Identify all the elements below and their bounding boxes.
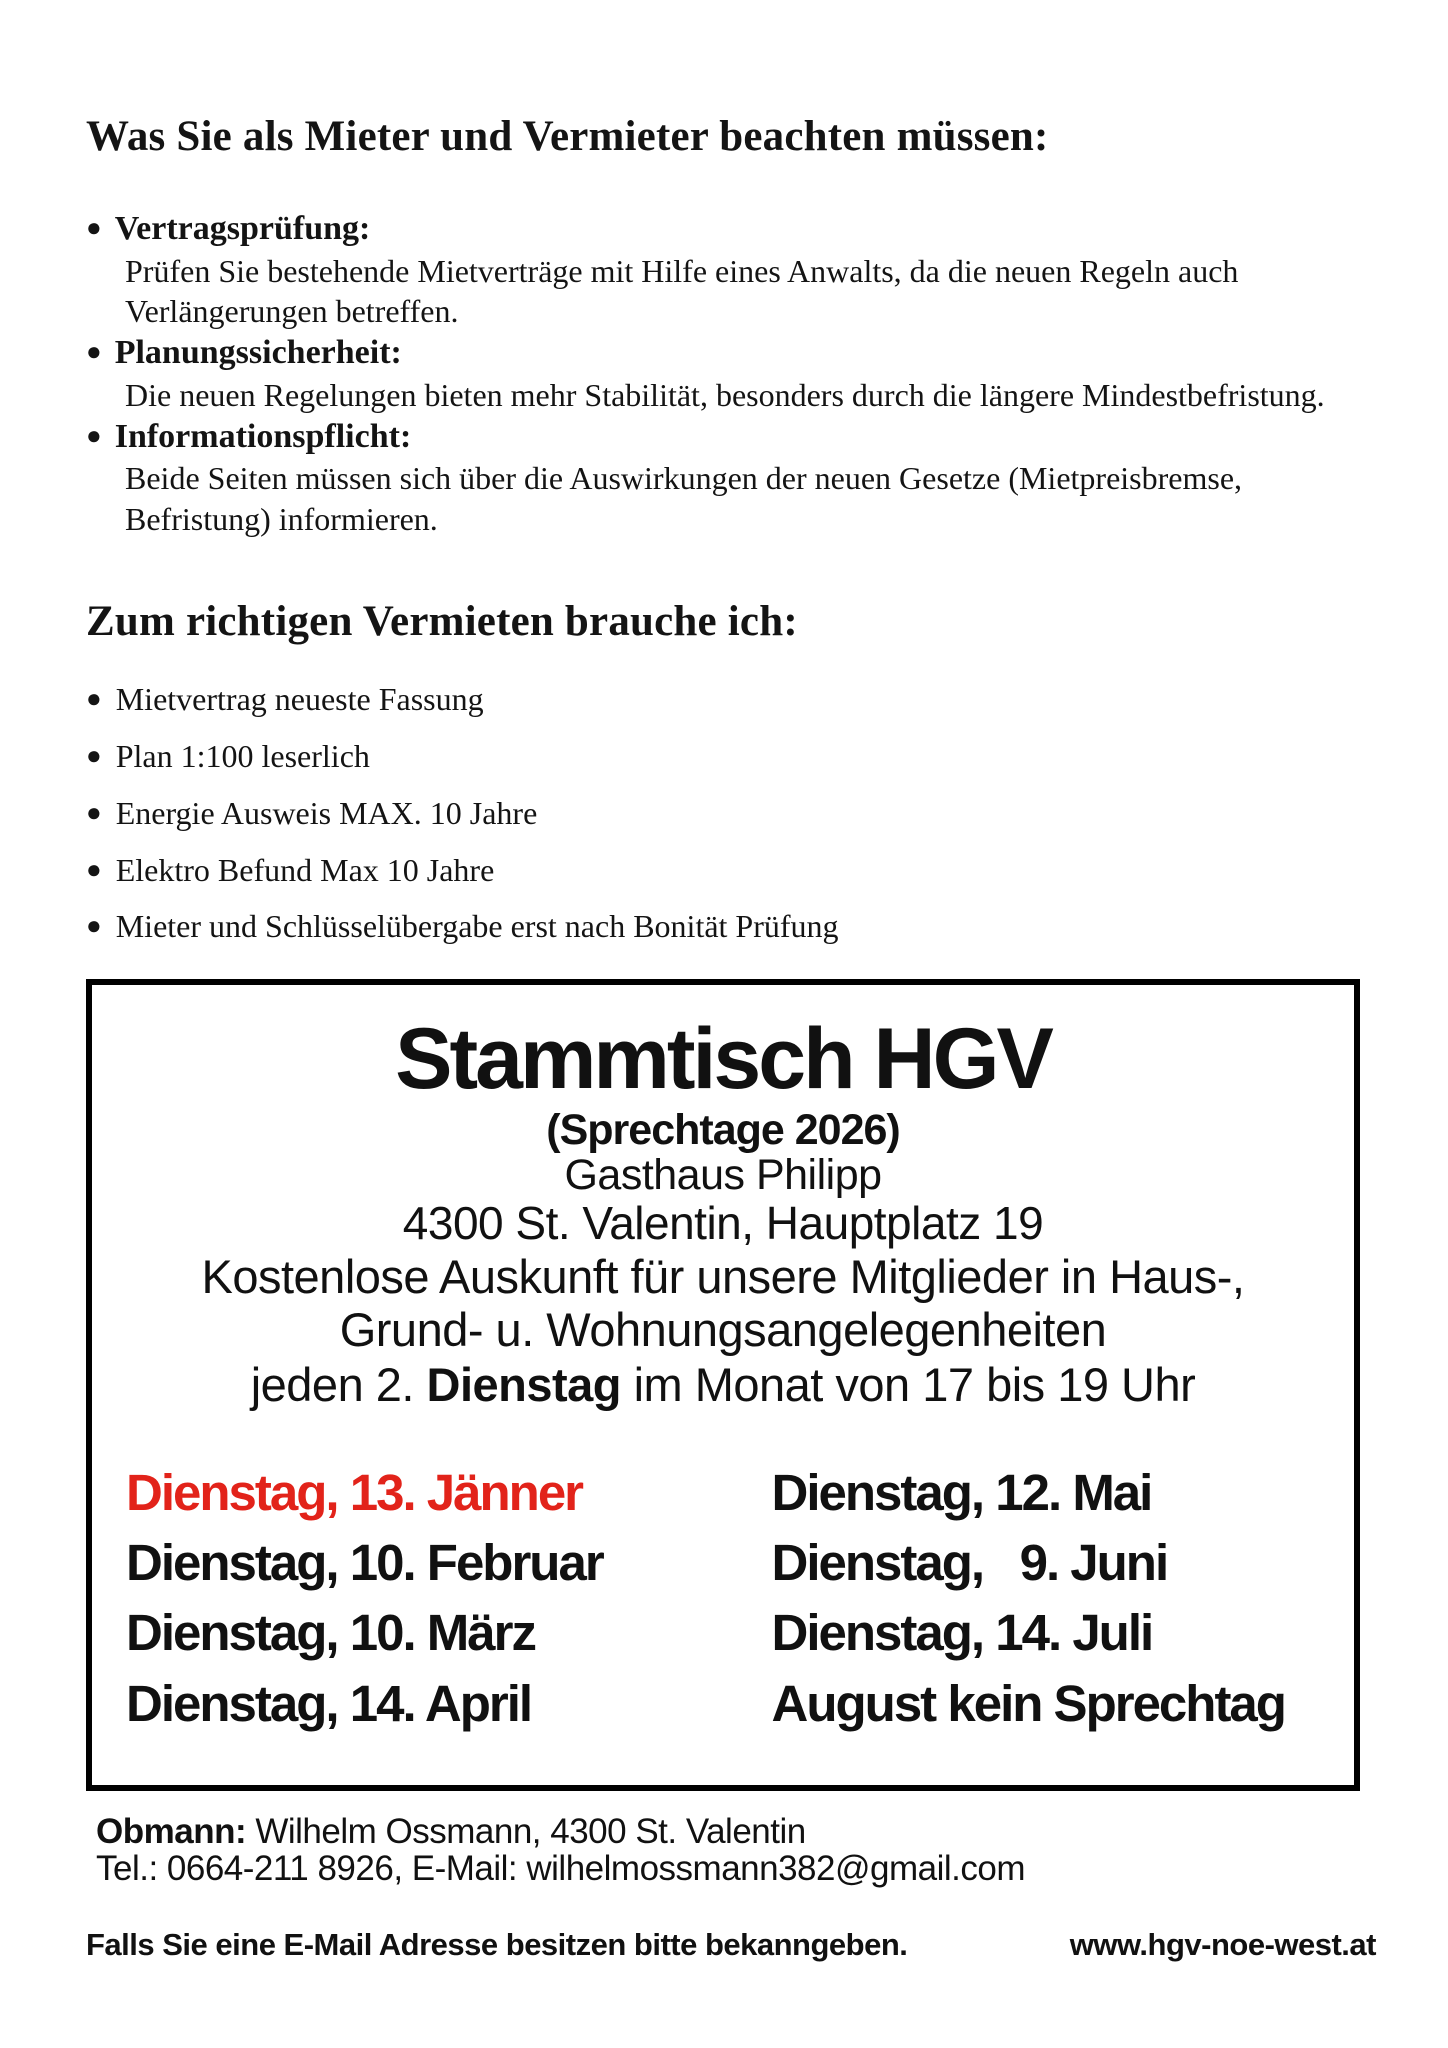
schedule-suffix: im Monat von 17 bis 19 Uhr: [621, 1358, 1196, 1412]
obmann-line: [96, 1813, 1388, 1850]
footer: [86, 1927, 1388, 1963]
schedule-prefix: jeden 2.: [250, 1358, 427, 1412]
date-march: Dienstag, 10. März: [126, 1604, 535, 1662]
checklist-item-label: Elektro Befund Max 10 Jahre: [115, 851, 495, 888]
checklist-item: [86, 739, 1388, 775]
date-february: Dienstag, 10. Februar: [126, 1534, 603, 1592]
bullet-icon: ●: [86, 740, 102, 770]
address: 4300 St. Valentin, Hauptplatz 19: [402, 1197, 1044, 1250]
date-may: Dienstag, 12. Mai: [771, 1463, 1152, 1521]
advice-list: [86, 207, 1388, 539]
bullet-icon: ●: [86, 420, 102, 450]
advice-body: Prüfen Sie bestehende Mietverträge mit Hilfe eines Anwalts, da die neuen Regeln auch Verlängerungen betreffen.: [125, 252, 1239, 329]
date-january: Dienstag, 13. Jänner: [126, 1463, 583, 1521]
bullet-icon: ●: [86, 213, 102, 242]
advice-body: Die neuen Regelungen bieten mehr Stabilität, besonders durch die längere Mindestbefristung.: [125, 376, 1325, 413]
advice-item: [86, 207, 1388, 331]
bullet-icon: ●: [86, 684, 102, 714]
stammtisch-title: Stammtisch HGV: [395, 1011, 1051, 1108]
checklist-item: [86, 909, 1388, 945]
checklist-item-label: Plan 1:100 leserlich: [115, 737, 370, 774]
advice-item: [86, 331, 1388, 415]
advice-body: Beide Seiten müssen sich über die Auswirkungen der neuen Gesetze (Mietpreisbremse, Befristung) informieren.: [125, 460, 1243, 537]
schedule-line: [102, 1359, 1344, 1412]
advice-heading: Informationspflicht:: [114, 417, 412, 455]
page-title: Was Sie als Mieter und Vermieter beachten müssen:: [86, 113, 1049, 160]
stammtisch-box: [86, 979, 1360, 1791]
advice-heading: Vertragsprüfung:: [114, 210, 371, 247]
checklist: [86, 682, 1388, 945]
stammtisch-subtitle: (Sprechtage 2026): [546, 1105, 900, 1154]
advice-item: [86, 415, 1388, 539]
bullet-icon: ●: [86, 911, 102, 941]
footer-website: www.hgv-noe-west.at: [1069, 1927, 1376, 1963]
bullet-icon: ●: [86, 854, 102, 884]
tel-line: Tel.: 0664-211 8926, E-Mail: wilhelmossmann382@gmail.com: [96, 1849, 1025, 1889]
obmann-value: Wilhelm Ossmann, 4300 St. Valentin: [246, 1812, 806, 1852]
obmann-label: Obmann:: [96, 1812, 247, 1852]
checklist-item: [86, 682, 1388, 718]
advice-heading: Planungssicherheit:: [114, 334, 402, 372]
checklist-item: [86, 796, 1388, 832]
checklist-title: Zum richtigen Vermieten brauche ich:: [86, 598, 798, 646]
bullet-icon: ●: [86, 797, 102, 827]
footer-note: Falls Sie eine E-Mail Adresse besitzen bitte bekanngeben.: [86, 1927, 908, 1963]
venue: Gasthaus Philipp: [564, 1150, 882, 1199]
info-text: Kostenlose Auskunft für unsere Mitglieder in Haus-, Grund- u. Wohnungsangelegenheiten: [201, 1249, 1245, 1357]
date-april: Dienstag, 14. April: [126, 1674, 532, 1732]
dates-grid: [126, 1458, 1344, 1740]
date-june: Dienstag, 9. Juni: [771, 1534, 1168, 1592]
advice-section: [86, 112, 1388, 945]
checklist-item: [86, 853, 1388, 889]
schedule-day: Dienstag: [426, 1358, 622, 1412]
date-july: Dienstag, 14. Juli: [771, 1604, 1153, 1662]
contact-block: [96, 1813, 1388, 1887]
bullet-icon: ●: [86, 337, 102, 367]
date-august-note: August kein Sprechtag: [771, 1674, 1285, 1732]
checklist-item-label: Energie Ausweis MAX. 10 Jahre: [115, 794, 538, 831]
checklist-item-label: Mieter und Schlüsselübergabe erst nach Bonität Prüfung: [115, 908, 839, 945]
checklist-item-label: Mietvertrag neueste Fassung: [115, 681, 484, 718]
